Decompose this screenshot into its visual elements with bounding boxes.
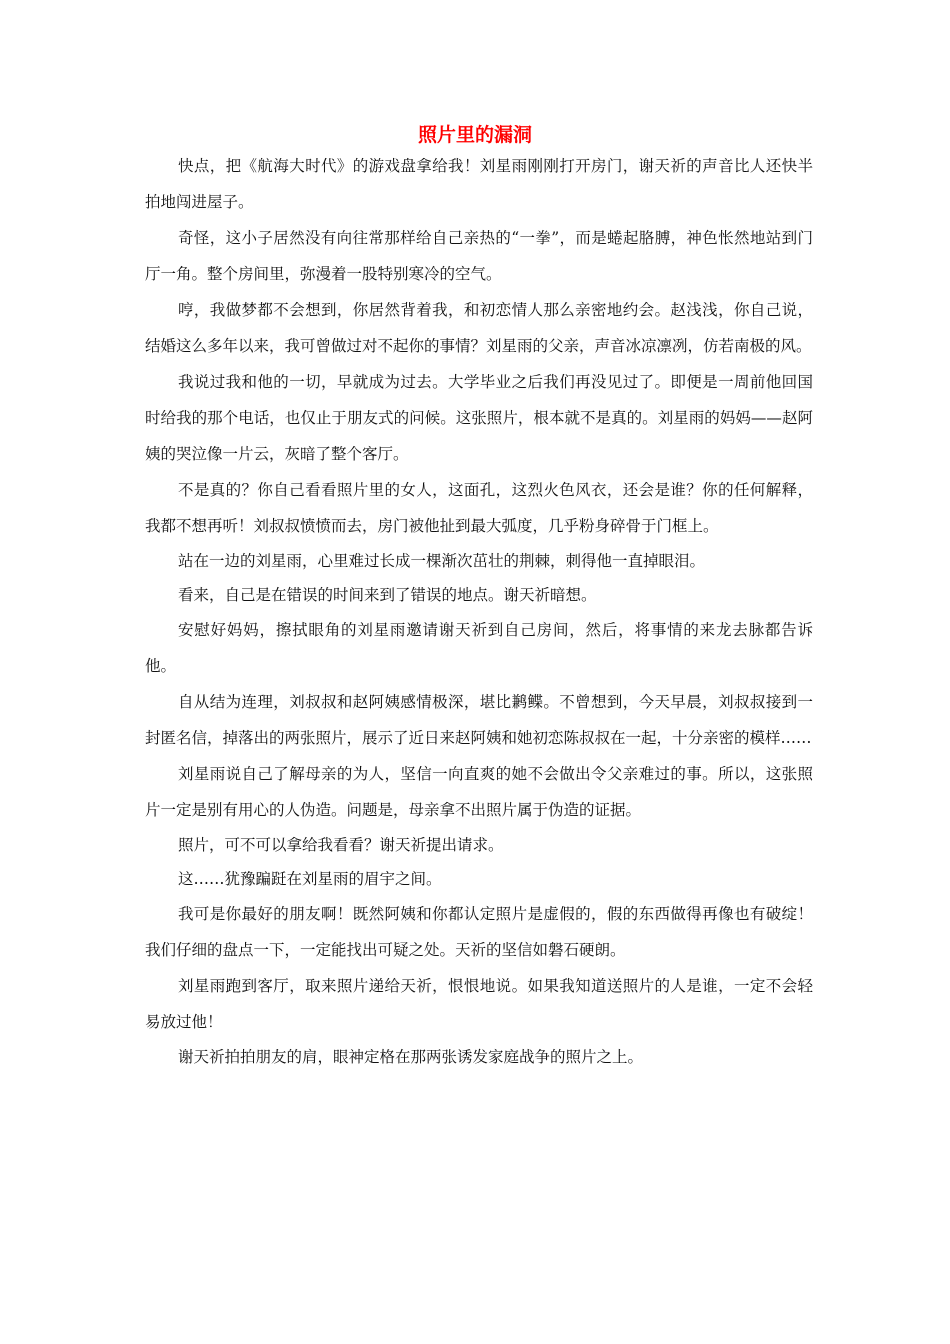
paragraph: 我说过我和他的一切，早就成为过去。大学毕业之后我们再没见过了。即便是一周前他回国时给我的那个电话，也仅止于朋友式的问候。这张照片，根本就不是真的。刘星雨的妈妈——赵阿姨的哭泣像一片云，灰暗了整个客厅。	[145, 373, 813, 463]
paragraph: 哼，我做梦都不会想到，你居然背着我，和初恋情人那么亲密地约会。赵浅浅，你自己说，结婚这么多年以来，我可曾做过对不起你的事情？刘星雨的父亲，声音冰凉凛冽，仿若南极的风。	[145, 301, 813, 355]
paragraph: 谢天祈拍拍朋友的肩，眼神定格在那两张诱发家庭战争的照片之上。	[178, 1048, 644, 1066]
paragraph: 安慰好妈妈，擦拭眼角的刘星雨邀请谢天祈到自己房间，然后，将事情的来龙去脉都告诉他。	[145, 621, 813, 675]
paragraph: 看来，自己是在错误的时间来到了错误的地点。谢天祈暗想。	[178, 586, 597, 604]
paragraph: 我可是你最好的朋友啊！既然阿姨和你都认定照片是虚假的，假的东西做得再像也有破绽！我们仔细的盘点一下，一定能找出可疑之处。天祈的坚信如磐石硬朗。	[145, 905, 813, 959]
paragraph: 这……犹豫蹁跹在刘星雨的眉宇之间。	[178, 870, 442, 888]
paragraph: 刘星雨跑到客厅，取来照片递给天祈，恨恨地说。如果我知道送照片的人是谁，一定不会轻易放过他！	[145, 977, 813, 1031]
paragraph: 刘星雨说自己了解母亲的为人，坚信一向直爽的她不会做出令父亲难过的事。所以，这张照片一定是别有用心的人伪造。问题是，母亲拿不出照片属于伪造的证据。	[145, 765, 813, 819]
paragraph: 奇怪，这小子居然没有向往常那样给自己亲热的“一拳”，而是蜷起胳膊，神色怅然地站到门厅一角。整个房间里，弥漫着一股特别寒冷的空气。	[145, 229, 813, 283]
document-title: 照片里的漏洞	[417, 124, 532, 146]
paragraph: 快点，把《航海大时代》的游戏盘拿给我！刘星雨刚刚打开房门，谢天祈的声音比人还快半拍地闯进屋子。	[145, 157, 813, 211]
paragraph: 不是真的？你自己看看照片里的女人，这面孔，这烈火色风衣，还会是谁？你的任何解释，我都不想再听！刘叔叔愤愤而去，房门被他扯到最大弧度，几乎粉身碎骨于门框上。	[145, 481, 813, 535]
paragraph: 照片，可不可以拿给我看看？谢天祈提出请求。	[178, 836, 504, 854]
paragraph: 自从结为连理，刘叔叔和赵阿姨感情极深，堪比鹣鲽。不曾想到，今天早晨，刘叔叔接到一封匿名信，掉落出的两张照片，展示了近日来赵阿姨和她初恋陈叔叔在一起，十分亲密的模样……	[145, 693, 813, 747]
paragraph: 站在一边的刘星雨，心里难过长成一棵渐次茁壮的荆棘，刺得他一直掉眼泪。	[178, 552, 706, 570]
article-body	[145, 148, 813, 1074]
